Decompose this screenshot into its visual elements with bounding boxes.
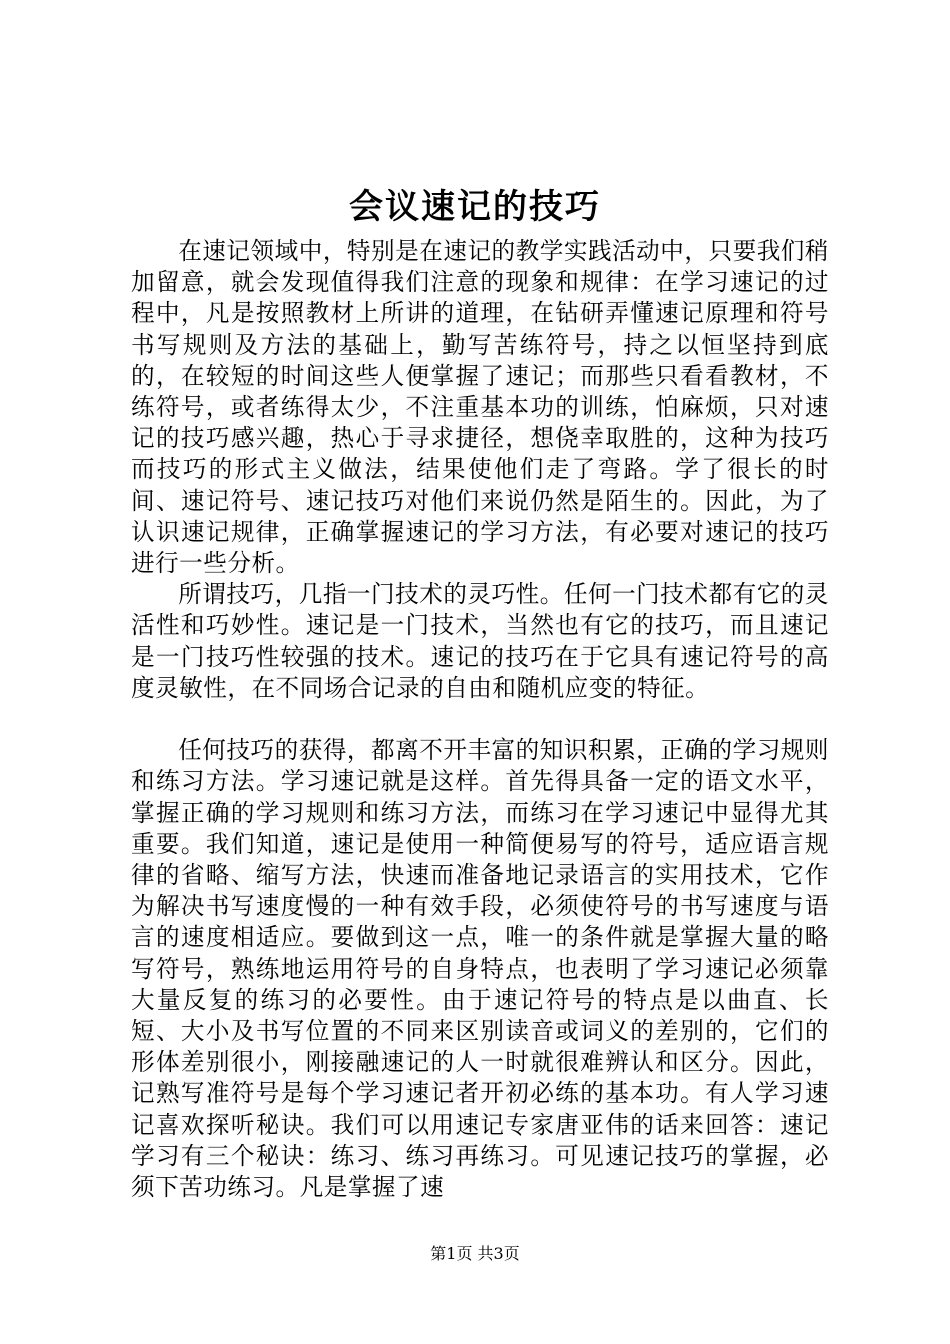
paragraph-2: 所谓技巧，几指一门技术的灵巧性。任何一门技术都有它的灵活性和巧妙性。速记是一门技术，当然也有它的技巧，而且速记是一门技巧性较强的技术。速记的技巧在于它具有速记符号的高度灵敏性，在不同场合记录的自由和随机应变的特征。: [131, 580, 829, 702]
document-title: 会议速记的技巧: [349, 187, 601, 227]
paragraph-gap: [131, 704, 829, 735]
paragraph-3: 任何技巧的获得，都离不开丰富的知识积累，正确的学习规则和练习方法。学习速记就是这样。首先得具备一定的语文水平，掌握正确的学习规则和练习方法，而练习在学习速记中显得尤其重要。我们知道，速记是使用一种简便易写的符号，适应语言规律的省略、缩写方法，快速而准备地记录语言的实用技术，它作为解决书写速度慢的一种有效手段，必须使符号的书写速度与语言的速度相适应。要做到这一点，唯一的条件就是掌握大量的略写符号，熟练地运用符号的自身特点，也表明了学习速记必须靠大量反复的练习的必要性。由于速记符号的特点是以曲直、长短、大小及书写位置的不同来区别读音或词义的差别的，它们的形体差别很小，刚接融速记的人一时就很难辨认和区分。因此，记熟写准符号是每个学习速记者开初必练的基本功。有人学习速记喜欢探听秘诀。我们可以用速记专家唐亚伟的话来回答：速记学习有三个秘诀：练习、练习再练习。可见速记技巧的掌握，必须下苦功练习。凡是掌握了速: [131, 736, 829, 1202]
page-footer: 第1页 共3页: [430, 1244, 520, 1263]
document-body: [131, 236, 829, 1203]
paragraph-1: 在速记领域中，特别是在速记的教学实践活动中，只要我们稍加留意，就会发现值得我们注意的现象和规律：在学习速记的过程中，凡是按照教材上所讲的道理，在钻研弄懂速记原理和符号书写规则及方法的基础上，勤写苦练符号，持之以恒坚持到底的，在较短的时间这些人便掌握了速记；而那些只看看教材，不练符号，或者练得太少，不注重基本功的训练，怕麻烦，只对速记的技巧感兴趣，热心于寻求捷径，想侥幸取胜的，这种为技巧而技巧的形式主义做法，结果使他们走了弯路。学了很长的时间、速记符号、速记技巧对他们来说仍然是陌生的。因此，为了认识速记规律，正确掌握速记的学习方法，有必要对速记的技巧进行一些分析。: [131, 237, 829, 578]
